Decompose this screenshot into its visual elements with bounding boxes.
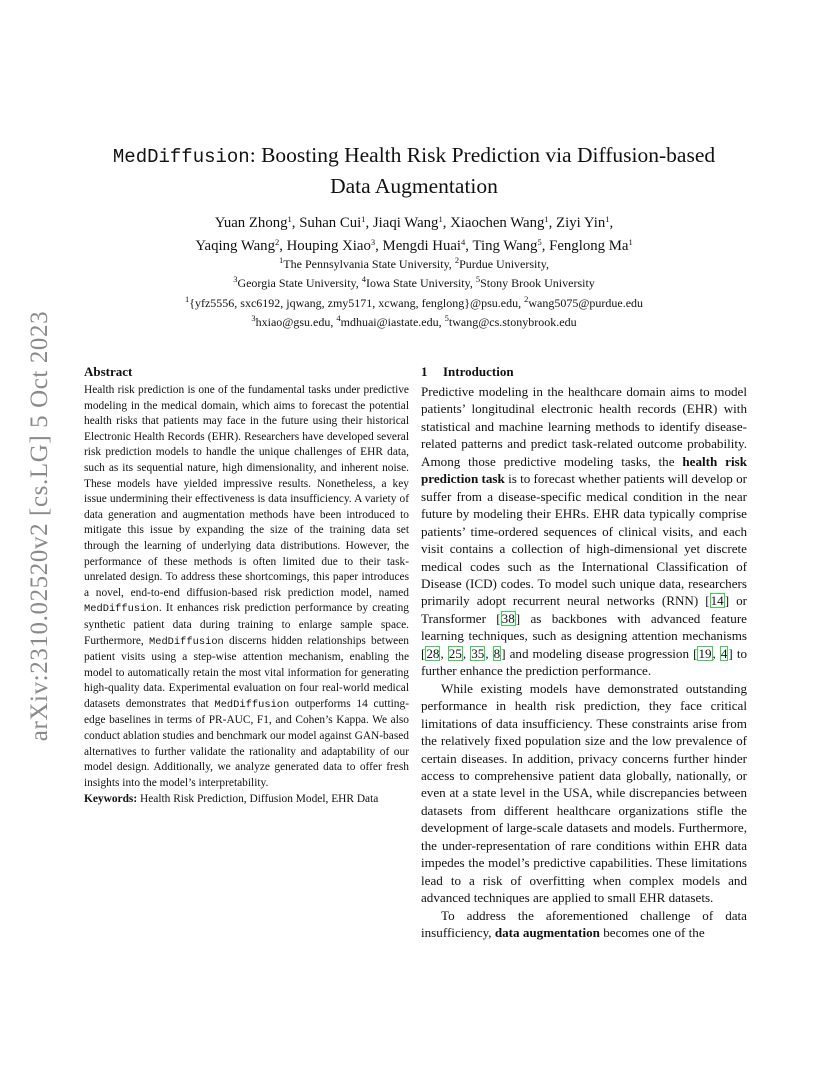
author-name: Jiaqi Wang (372, 215, 439, 231)
abstract-heading: Abstract (84, 364, 133, 379)
author-affil-sup: 1 (628, 237, 633, 247)
email-line-1 (70, 294, 758, 313)
affiliation-isu: Iowa State University, (366, 276, 476, 291)
citation-separator: , (712, 645, 720, 661)
abstract-text: discerns hidden relationships between patient visits using a step-wise attention mechanism, enabling the model to automatically retain the most vital information for generating high-quality data. Experimental evaluation on four real-world medical datasets demonstrates that (84, 634, 409, 710)
paper-title (70, 141, 758, 201)
title-model-name: MedDiffusion (112, 146, 250, 168)
author-affil-sup: 3 (370, 237, 376, 247)
introduction-heading (421, 362, 747, 383)
citation-separator: , (485, 645, 493, 661)
affil-sup: 4 (336, 312, 341, 323)
author-name: Ting Wang (472, 238, 538, 254)
intro-text: becomes one of the (599, 925, 705, 941)
intro-paragraph-2: While existing models have demonstrated outstanding performance in health risk prediction, they face critical limitations of data insufficiency. These constraints arise from the relatively fixed population size and the low prevalence of certain diseases. In addition, privacy concerns further hinder access to comprehensive patient data globally, nationally, or even at a state level in the USA, while discrepancies between datasets from different healthcare organizations stifle the development of large-scale datasets and models. Furthermore, the under-representation of rare conditions within EHR data impedes the model’s predictive capabilities. These limitations lead to a risk of overfitting when complex models and advanced techniques are applied to small EHR datasets. (421, 680, 747, 906)
intro-text: ] as backbones with advanced feature learning techniques, such as designing attention mechanisms [ (421, 610, 747, 661)
introduction-section (421, 362, 747, 942)
citation-separator: , (462, 645, 471, 661)
model-name-mono: MedDiffusion (214, 698, 290, 711)
intro-paragraph-1 (421, 383, 747, 680)
keywords (84, 792, 409, 808)
affiliation-line-2 (70, 274, 758, 293)
author-name: Ziyi Yin (556, 215, 606, 231)
affiliation-line-1 (70, 255, 758, 274)
arxiv-identifier-text: arXiv:2310.02520v2 [cs.LG] 5 Oct 2023 (26, 310, 53, 742)
author-name: Yaqing Wang (195, 238, 275, 254)
keywords-list: Health Risk Prediction, Diffusion Model, EHR Data (137, 793, 379, 806)
intro-text: ] to further enhance the prediction performance. (421, 645, 748, 679)
citation-link[interactable]: 14 (710, 593, 724, 609)
author-line-1: Yuan Zhong$^1$, Suhan Cui$^1$, Jiaqi Wang$^1$, Xiaochen Wang$^1$, Ziyi Yin$^1$, (214, 214, 614, 231)
citation-link[interactable]: 38 (501, 610, 515, 626)
abstract-text: . It enhances risk prediction performance by creating synthetic patient data during training to enlarge sample space. Furthermore, (84, 602, 409, 647)
abstract-text: Health risk prediction is one of the fundamental tasks under predictive modeling in the medical domain, which aims to forecast the potential health risks that patients may face in the future using their historical Electronic Health Records (EHR). Researchers have developed several risk prediction models to handle the unique challenges of EHR data, such as its sequential nature, high dimensionality, and inherent noise. These models have yielded impressive results. Nonetheless, a key issue undermining their effectiveness is data insufficiency. A variety of data generation and augmentation methods have been introduced to mitigate this issue by expanding the size of the training data set through the learning of underlying data distributions. However, the performance of these methods is often limited due to their task-unrelated design. To address these shortcomings, this paper introduces a novel, end-to-end diffusion-based risk prediction model, named (84, 384, 409, 599)
author-name: Fenglong Ma (549, 238, 629, 254)
title-line1-rest: : Boosting Health Risk Prediction via Diffusion-based (249, 143, 716, 167)
citation-link[interactable]: 28 (426, 645, 440, 661)
title-line2: Data Augmentation (330, 174, 498, 198)
email-line-2 (70, 313, 758, 332)
author-affil-sup: 5 (537, 237, 542, 247)
author-name: Houping Xiao (286, 238, 371, 254)
section-number: 1 (421, 364, 428, 379)
affil-sup: 3 (251, 312, 256, 323)
intro-text: ] or Transformer [ (421, 593, 747, 626)
affil-sup: 2 (524, 293, 529, 304)
email-stony-brook: twang@cs.stonybrook.edu (448, 314, 577, 329)
intro-bold-term: health risk prediction task (421, 453, 748, 487)
abstract-body (84, 383, 409, 791)
affil-sup: 1 (279, 255, 284, 265)
intro-text: ] and modeling disease progression [ (501, 645, 698, 661)
affil-sup: 5 (444, 312, 449, 323)
affiliation-gsu: Georgia State University, (237, 276, 362, 291)
affiliation-purdue: Purdue University, (459, 257, 549, 271)
affil-sup: 4 (361, 274, 366, 285)
author-name: Yuan Zhong (214, 215, 288, 231)
affil-sup: 1 (184, 293, 190, 304)
author-name: Xiaochen Wang (450, 215, 545, 231)
citation-link[interactable]: 25 (448, 645, 462, 661)
intro-text: Predictive modeling in the healthcare domain aims to model patients’ longitudinal electronic health records (EHR) with statistical and machine learning methods to identify disease-related patterns and predict task-related outcome probability. Among those predictive modeling tasks, the (421, 384, 747, 469)
citation-link[interactable]: 4 (720, 645, 728, 661)
author-affil-sup: 1 (438, 214, 443, 224)
author-line-2: Yaqing Wang$^2$, Houping Xiao$^3$, Mengdi Huai$^4$, Ting Wang$^5$, Fenglong Ma$^1$ (195, 237, 633, 254)
citation-link[interactable]: 8 (493, 645, 501, 661)
intro-bold-term: data augmentation (494, 925, 600, 941)
affiliation-stony-brook: Stony Brook University (480, 276, 595, 291)
email-psu: {yfz5556, sxc6192, jqwang, zmy5171, xcwang, fenglong}@psu.edu, (189, 295, 525, 310)
abstract-section (84, 362, 409, 808)
keywords-label: Keywords: (84, 793, 138, 806)
abstract-text: outperforms 14 cutting-edge baselines in terms of PR-AUC, F1, and Cohen’s Kappa. We also conduct ablation studies and benchmark our model against GAN-based alternatives to further validate the rationality and adaptability of our model design. Additionally, we analyze generated data to offer fresh insights into the model’s interpretability. (84, 697, 409, 789)
citation-separator: , (440, 645, 448, 661)
arxiv-identifier-stamp (20, 296, 60, 756)
author-affil-sup: 4 (461, 237, 466, 247)
model-name-mono: MedDiffusion (84, 603, 159, 616)
author-affil-sup: 1 (544, 214, 549, 224)
affiliation-psu: The Pennsylvania State University, (283, 257, 455, 271)
author-affil-sup: 2 (274, 237, 280, 247)
email-isu: mdhuai@iastate.edu, (340, 314, 445, 329)
section-title: Introduction (443, 364, 514, 379)
intro-text: To address the aforementioned challenge of data insufficiency, (421, 907, 747, 941)
citation-link[interactable]: 19 (698, 645, 712, 661)
author-name: Mengdi Huai (382, 238, 462, 254)
author-affil-sup: 1 (361, 214, 366, 224)
affil-sup: 5 (475, 274, 481, 285)
email-purdue: wang5075@purdue.edu (528, 295, 644, 310)
intro-paragraph-3 (421, 907, 747, 942)
model-name-mono: MedDiffusion (148, 635, 224, 648)
email-gsu: hxiao@gsu.edu, (255, 314, 337, 329)
affil-sup: 3 (233, 274, 238, 285)
author-affil-sup: 1 (605, 214, 610, 224)
affiliations (70, 255, 758, 332)
author-list (70, 212, 758, 258)
citation-link[interactable]: 35 (471, 645, 485, 661)
affil-sup: 2 (454, 255, 460, 265)
author-name: Suhan Cui (299, 215, 362, 231)
author-affil-sup: 1 (287, 214, 292, 224)
intro-text: is to forecast whether patients will develop or suffer from a disease-specific medical condition in the near future by modeling their EHRs. EHR data typically comprise patients’ time-ordered sequences of clinical visits, and each visit contains a collection of high-dimensional yet discrete medical codes such as the International Classification of Disease (ICD) codes. To model such unique data, researchers primarily adopt recurrent neural networks (RNN) [ (421, 471, 747, 609)
